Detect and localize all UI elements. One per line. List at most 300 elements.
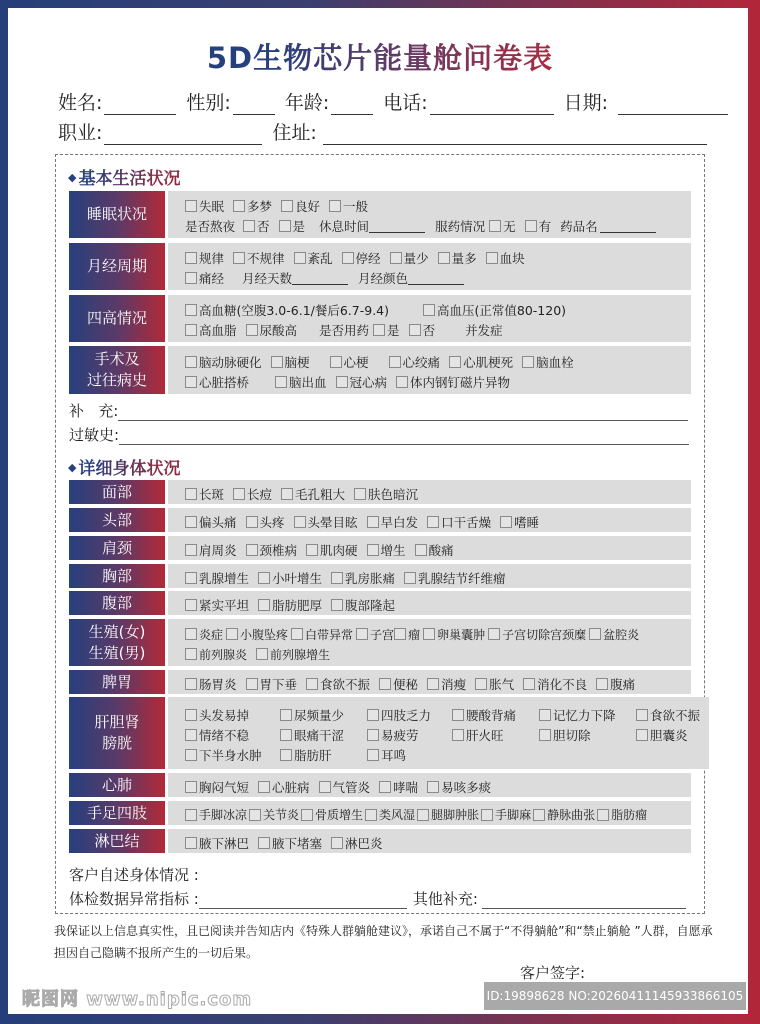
option-item[interactable]: 乳腺增生 [185,569,249,587]
row-head-area [69,508,691,532]
option-med-use-no[interactable]: 否 [409,321,436,339]
row-head-liver-kidney: 肝胆肾 膀胱 [69,697,165,769]
row-body-spleen-stomach [168,670,691,694]
option-high-blood-pressure[interactable]: 高血压(正常值80-120) [423,301,566,319]
checkbox-icon[interactable] [258,781,270,793]
period-color-label: 月经颜色 [358,271,409,286]
option-item[interactable]: 消瘦 [427,675,466,693]
checkbox-icon[interactable] [280,749,292,761]
row-head-abdomen: 腹部 [69,591,165,615]
row-spleen-stomach [69,670,691,694]
option-stay-up-no[interactable]: 否 [243,217,270,235]
row-limbs [69,801,691,825]
row-heart-lung [69,773,691,797]
option-item[interactable]: 关节炎 [249,806,299,823]
checkbox-icon[interactable] [486,252,498,264]
option-item[interactable]: 骨质增生 [301,806,363,823]
checkbox-icon[interactable] [246,544,258,556]
row-body-lymph [168,829,691,853]
option-item[interactable]: 腋下淋巴 [185,834,249,852]
section-title-text: 详细身体状况 [78,459,181,479]
checkbox-icon[interactable] [423,628,435,640]
checkbox-icon[interactable] [185,837,197,849]
option-cerebral-hemorrhage[interactable]: 脑出血 [275,373,327,391]
option-item[interactable]: 炎症 [185,626,223,643]
checkbox-icon[interactable] [367,544,379,556]
date-label: 日期: [563,92,609,114]
option-disordered[interactable]: 紊乱 [294,249,333,267]
option-item[interactable]: 早白发 [367,513,419,531]
checkbox-icon[interactable] [522,356,534,368]
checkbox-icon[interactable] [275,376,287,388]
checkbox-icon[interactable] [539,709,551,721]
option-item[interactable]: 肠胃炎 [185,675,237,693]
checkbox-icon[interactable] [185,252,197,264]
row-head-menstrual: 月经周期 [69,243,165,290]
option-average[interactable]: 一般 [329,197,368,215]
row-head-lymph: 淋巴结 [69,829,165,853]
option-item[interactable]: 手脚麻 [481,806,531,823]
row-chest [69,564,691,588]
row-face [69,480,691,504]
stay-up-label: 是否熬夜 [185,219,236,234]
option-item[interactable]: 酸痛 [415,541,454,559]
row-body-reproductive [168,619,691,666]
checkbox-icon[interactable] [417,809,429,821]
checkbox-icon[interactable] [258,572,270,584]
gender-label: 性别: [186,92,231,114]
rest-time-field[interactable] [369,219,425,233]
checkbox-icon[interactable] [185,599,197,611]
checkbox-icon[interactable] [475,678,487,690]
use-medication-label: 是否用药 [319,323,370,338]
watermark-id: ID:19898628 NO:20260411145933866105 [484,982,746,1010]
row-sleep [69,191,691,238]
option-item[interactable]: 前列腺炎 [185,646,247,663]
option-item[interactable]: 前列腺增生 [256,646,330,663]
checkbox-icon[interactable] [185,781,197,793]
row-head-surgery-history: 手术及 过往病史 [69,346,165,394]
option-item[interactable]: 腹痛 [596,675,635,693]
checkbox-icon[interactable] [336,376,348,388]
checkbox-icon[interactable] [185,749,197,761]
checkbox-icon[interactable] [185,376,197,388]
checkbox-icon[interactable] [331,837,343,849]
option-item[interactable]: 盆腔炎 [589,626,639,643]
row-head-spleen-stomach: 脾胃 [69,670,165,694]
option-item[interactable]: 子宫切除宫颈糜 [488,626,586,643]
option-item[interactable]: 增生 [367,541,406,559]
option-item[interactable]: 腋下堵塞 [258,834,322,852]
option-med-yes[interactable]: 有 [525,217,552,235]
option-item[interactable]: 长痘 [233,485,272,503]
option-item[interactable]: 腿脚肿胀 [417,806,479,823]
supplement-field[interactable] [118,405,688,421]
row-head-heart-lung: 心肺 [69,773,165,797]
row-head-chest: 胸部 [69,564,165,588]
checkbox-icon[interactable] [258,599,270,611]
option-light[interactable]: 量少 [390,249,429,267]
checkbox-icon[interactable] [281,200,293,212]
section-body-detail-title [68,454,180,479]
checkbox-icon[interactable] [185,648,197,660]
exam-label: 体检数据异常指标 : [69,890,199,908]
option-item[interactable]: 肌肉硬 [306,541,358,559]
row-body-four-highs [168,295,691,342]
option-item[interactable]: 静脉曲张 [533,806,595,823]
address-field[interactable] [323,125,707,145]
option-high-blood-sugar[interactable]: 高血糖(空腹3.0-6.1/餐后6.7-9.4) [185,301,389,319]
checkbox-icon[interactable] [636,729,648,741]
row-body-heart-lung [168,773,691,797]
option-item[interactable]: 子宫 [356,626,394,643]
option-clots[interactable]: 血块 [486,249,525,267]
job-label: 职业: [58,122,103,144]
checkbox-icon[interactable] [452,729,464,741]
option-stay-up-yes[interactable]: 是 [279,217,306,235]
checkbox-icon[interactable] [185,572,197,584]
phone-label: 电话: [383,92,428,114]
option-item[interactable]: 口干舌燥 [427,513,491,531]
checkbox-icon[interactable] [356,628,368,640]
checkbox-icon[interactable] [185,709,197,721]
option-cerebral-infarction[interactable]: 脑梗 [271,353,310,371]
option-item[interactable]: 胆切除 [539,726,627,744]
option-item[interactable]: 脂肪肥厚 [258,596,322,614]
checkbox-icon[interactable] [258,837,270,849]
row-body-face [168,480,691,504]
option-med-use-yes[interactable]: 是 [373,321,400,339]
checkbox-icon[interactable] [185,678,197,690]
option-item[interactable]: 手脚冰凉 [185,806,247,823]
checkbox-icon[interactable] [488,628,500,640]
checkbox-icon[interactable] [280,709,292,721]
medication-label: 服药情况 [435,219,486,234]
checkbox-icon[interactable] [185,488,197,500]
period-color-field[interactable] [408,271,464,285]
checkbox-icon[interactable] [373,324,385,336]
option-item[interactable]: 卵巢囊肿 [423,626,485,643]
checkbox-icon[interactable] [396,376,408,388]
option-item[interactable]: 肝火旺 [452,726,530,744]
checkbox-icon[interactable] [246,516,258,528]
checkbox-icon[interactable] [185,304,197,316]
row-body-head [168,508,691,532]
signature-row [520,962,705,983]
checkbox-icon[interactable] [233,252,245,264]
option-angina[interactable]: 心绞痛 [389,353,441,371]
option-item[interactable]: 食欲不振 [306,675,370,693]
personal-info-row-2 [58,118,717,145]
checkbox-icon[interactable] [379,781,391,793]
option-item[interactable]: 紧实平坦 [185,596,249,614]
checkbox-icon[interactable] [525,220,537,232]
row-surgery-history [69,346,691,394]
checkbox-icon[interactable] [249,809,261,821]
option-item[interactable]: 肤色暗沉 [354,485,418,503]
option-cerebral-arteriosclerosis[interactable]: 脑动脉硬化 [185,353,262,371]
option-item[interactable]: 脂肪肝 [280,746,358,764]
checkbox-icon[interactable] [233,200,245,212]
option-item[interactable]: 下半身水肿 [185,746,271,764]
row-shoulder-neck [69,536,691,560]
pledge-text: 我保证以上信息真实性，且已阅读并告知店内《特殊人群躺舱建议》，承诺自己不属于“不得躺舱”和“禁止躺舱 ”人群，自愿承担因自己隐瞒不报所产生的一切后果。 [54,924,713,960]
checkbox-icon[interactable] [185,809,197,821]
option-item[interactable]: 胃下垂 [246,675,298,693]
checkbox-icon[interactable] [271,356,283,368]
option-heart-bypass[interactable]: 心脏搭桥 [185,373,249,391]
row-body-sleep [168,191,691,238]
row-menstrual [69,243,691,290]
row-head-reproductive: 生殖(女) 生殖(男) [69,619,165,666]
rest-time-label: 休息时间 [319,219,370,234]
option-item[interactable]: 情绪不稳 [185,726,271,744]
checkbox-icon[interactable] [301,809,313,821]
checkbox-icon[interactable] [523,678,535,690]
other-label: 其他补充: [412,890,478,908]
checkbox-icon[interactable] [533,809,545,821]
checkbox-icon[interactable] [500,516,512,528]
checkbox-icon[interactable] [489,220,501,232]
option-heart-attack[interactable]: 心肌梗死 [449,353,513,371]
option-item[interactable]: 腰酸背痛 [452,706,530,724]
option-item[interactable]: 心脏病 [258,778,310,796]
option-regular[interactable]: 规律 [185,249,224,267]
option-item[interactable]: 哮喘 [379,778,418,796]
checkbox-icon[interactable] [306,678,318,690]
option-item[interactable]: 消化不良 [523,675,587,693]
checkbox-icon[interactable] [185,516,197,528]
option-item[interactable]: 易咳多痰 [427,778,491,796]
row-head-head: 头部 [69,508,165,532]
checkbox-icon[interactable] [409,324,421,336]
option-cramps[interactable]: 痛经 [185,269,224,287]
checkbox-icon[interactable] [279,220,291,232]
age-label: 年龄: [284,92,330,114]
option-item[interactable]: 偏头痛 [185,513,237,531]
checkbox-icon[interactable] [256,648,268,660]
row-body-liver-kidney [168,697,709,769]
option-item[interactable]: 易疲劳 [367,726,443,744]
checkbox-icon[interactable] [438,252,450,264]
option-item[interactable]: 毛孔粗大 [281,485,345,503]
checkbox-icon[interactable] [636,709,648,721]
diamond-bullet-icon: ◆ [68,171,77,184]
option-item[interactable]: 淋巴炎 [331,834,383,852]
option-item[interactable]: 乳房胀痛 [331,569,395,587]
option-item[interactable]: 胸闷气短 [185,778,249,796]
drug-name-label: 药品名 [560,219,598,234]
checkbox-icon[interactable] [319,781,331,793]
checkbox-icon[interactable] [354,488,366,500]
checkbox-icon[interactable] [342,252,354,264]
option-item[interactable]: 四肢乏力 [367,706,443,724]
checkbox-icon[interactable] [596,678,608,690]
option-item[interactable]: 肩周炎 [185,541,237,559]
option-item[interactable]: 记忆力下降 [539,706,627,724]
job-field[interactable] [104,125,262,145]
personal-info-row-1 [58,88,738,115]
checkbox-icon[interactable] [331,599,343,611]
option-dreams[interactable]: 多梦 [233,197,272,215]
row-body-shoulder-neck [168,536,691,560]
supplement-row [69,400,688,421]
row-lymph [69,829,691,853]
checkbox-icon[interactable] [294,516,306,528]
checkbox-icon[interactable] [185,324,197,336]
page-title: 5D生物芯片能量舱问卷表 [0,36,760,77]
option-stopped[interactable]: 停经 [342,249,381,267]
option-item[interactable]: 头疼 [246,513,285,531]
option-item[interactable]: 头发易掉 [185,706,271,724]
name-field[interactable] [104,95,176,115]
phone-field[interactable] [430,95,554,115]
allergy-field[interactable] [119,429,689,445]
row-head-sleep: 睡眠状况 [69,191,165,238]
option-insomnia[interactable]: 失眠 [185,197,224,215]
checkbox-icon[interactable] [330,356,342,368]
row-four-highs [69,295,691,342]
option-med-none[interactable]: 无 [489,217,516,235]
section-basic-life-title [68,164,180,189]
checkbox-icon[interactable] [233,488,245,500]
option-item[interactable]: 小叶增生 [258,569,322,587]
option-item[interactable]: 胀气 [475,675,514,693]
drug-name-field[interactable] [600,219,656,233]
checkbox-icon[interactable] [589,628,601,640]
signature-field[interactable] [589,967,705,983]
option-item[interactable]: 颈椎病 [246,541,298,559]
checkbox-icon[interactable] [404,572,416,584]
checkbox-icon[interactable] [280,729,292,741]
checkbox-icon[interactable] [185,272,197,284]
period-days-label: 月经天数 [242,271,293,286]
checkbox-icon[interactable] [481,809,493,821]
option-item[interactable]: 乳腺结节纤维瘤 [404,569,506,587]
checkbox-icon[interactable] [185,356,197,368]
signature-label: 客户签字: [520,964,586,982]
checkbox-icon[interactable] [389,356,401,368]
row-head-face: 面部 [69,480,165,504]
row-body-surgery-history [168,346,691,394]
checkbox-icon[interactable] [306,544,318,556]
option-item[interactable]: 瘤 [394,626,420,643]
checkbox-icon[interactable] [281,488,293,500]
checkbox-icon[interactable] [185,544,197,556]
checkbox-icon[interactable] [329,200,341,212]
option-item[interactable]: 耳鸣 [367,746,406,764]
option-item[interactable]: 食欲不振 [636,706,700,724]
row-liver-kidney [69,697,701,769]
option-item[interactable]: 脂肪瘤 [597,806,647,823]
option-good[interactable]: 良好 [281,197,320,215]
checkbox-icon[interactable] [452,709,464,721]
exam-row [69,888,686,909]
allergy-row [69,424,689,445]
section-title-text: 基本生活状况 [78,169,181,189]
option-metal-implants[interactable]: 体内钢钉磁片异物 [396,373,510,391]
option-item[interactable]: 便秘 [379,675,418,693]
checkbox-icon[interactable] [427,678,439,690]
option-coronary-disease[interactable]: 冠心病 [336,373,388,391]
exam-field[interactable] [199,893,407,909]
row-head-shoulder-neck: 肩颈 [69,536,165,560]
checkbox-icon[interactable] [394,628,406,640]
option-item[interactable]: 小腹坠疼 [226,626,288,643]
date-field[interactable] [618,95,728,115]
checkbox-icon[interactable] [367,729,379,741]
checkbox-icon[interactable] [185,628,197,640]
other-field[interactable] [482,893,686,909]
checkbox-icon[interactable] [246,324,258,336]
address-label: 住址: [272,122,317,144]
checkbox-icon[interactable] [367,516,379,528]
option-high-blood-lipids[interactable]: 高血脂 [185,321,237,339]
diamond-bullet-icon: ◆ [68,461,77,474]
checkbox-icon[interactable] [185,729,197,741]
checkbox-icon[interactable] [597,809,609,821]
option-high-uric-acid[interactable]: 尿酸高 [246,321,298,339]
period-days-field[interactable] [292,271,348,285]
checkbox-icon[interactable] [246,678,258,690]
option-item[interactable]: 类风湿 [365,806,415,823]
row-head-limbs: 手足四肢 [69,801,165,825]
checkbox-icon[interactable] [423,304,435,316]
option-myocardial-infarction[interactable]: 心梗 [330,353,369,371]
checkbox-icon[interactable] [291,628,303,640]
row-body-menstrual [168,243,691,290]
option-item[interactable]: 嗜睡 [500,513,539,531]
option-cerebral-thrombosis[interactable]: 脑血栓 [522,353,574,371]
checkbox-icon[interactable] [427,781,439,793]
age-field[interactable] [331,95,373,115]
checkbox-icon[interactable] [367,749,379,761]
checkbox-icon[interactable] [243,220,255,232]
option-item[interactable]: 长斑 [185,485,224,503]
complication-label: 并发症 [465,323,503,338]
option-item[interactable]: 胆囊炎 [636,726,688,744]
checkbox-icon[interactable] [226,628,238,640]
option-item[interactable]: 白带异常 [291,626,353,643]
name-label: 姓名: [58,92,103,114]
checkbox-icon[interactable] [331,572,343,584]
option-item[interactable]: 尿频量少 [280,706,358,724]
watermark-logo: 昵图网 www.nipic.com [22,989,253,1010]
option-item[interactable]: 眼痛干涩 [280,726,358,744]
row-body-abdomen [168,591,691,615]
option-item[interactable]: 腹部隆起 [331,596,395,614]
checkbox-icon[interactable] [365,809,377,821]
checkbox-icon[interactable] [539,729,551,741]
gender-field[interactable] [233,95,275,115]
checkbox-icon[interactable] [427,516,439,528]
option-irregular[interactable]: 不规律 [233,249,285,267]
checkbox-icon[interactable] [294,252,306,264]
option-heavy[interactable]: 量多 [438,249,477,267]
option-item[interactable]: 头晕目眩 [294,513,358,531]
allergy-label: 过敏史: [69,426,120,444]
self-report-row [69,864,199,885]
checkbox-icon[interactable] [449,356,461,368]
checkbox-icon[interactable] [185,200,197,212]
checkbox-icon[interactable] [415,544,427,556]
checkbox-icon[interactable] [390,252,402,264]
checkbox-icon[interactable] [367,709,379,721]
row-reproductive [69,619,691,666]
checkbox-icon[interactable] [379,678,391,690]
row-head-four-highs: 四高情况 [69,295,165,342]
option-item[interactable]: 气管炎 [319,778,371,796]
